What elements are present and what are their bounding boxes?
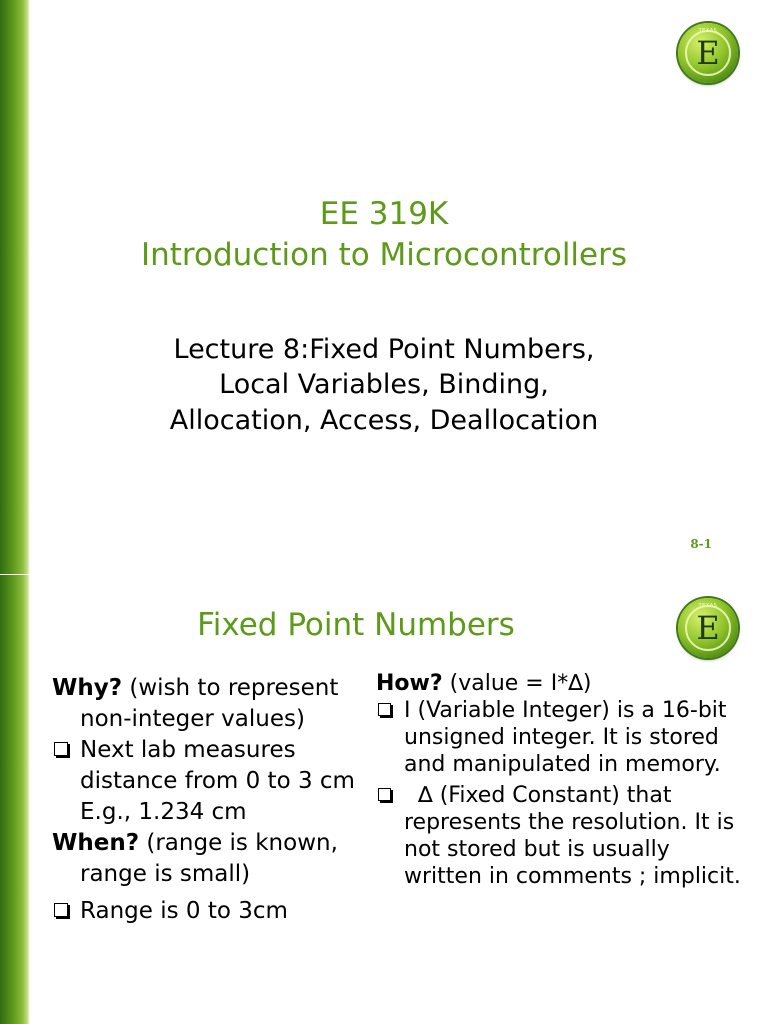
course-number: EE 319K — [319, 196, 449, 232]
logo-letter: E — [696, 34, 720, 72]
how-text: (value = I*∆) — [442, 671, 592, 696]
list-item — [52, 896, 367, 927]
lecture-subtitle-line-1: Lecture 8:Fixed Point Numbers, — [173, 334, 595, 365]
when-label: When? — [52, 830, 140, 856]
bullet-example: E.g., 1.234 cm — [80, 799, 247, 825]
why-text: (wish to represent non-integer values) — [80, 675, 339, 732]
when-paragraph — [52, 828, 367, 890]
how-label: How? — [376, 671, 443, 696]
slide-title: Fixed Point Numbers — [197, 607, 515, 643]
bullet-text: Next lab measures distance from 0 to 3 cm — [80, 737, 355, 794]
checkbox-bullet-icon — [378, 703, 391, 716]
checkbox-bullet-icon — [378, 788, 391, 801]
lecture-subtitle-line-2: Local Variables, Binding, — [219, 369, 549, 400]
bullet-text — [404, 782, 746, 890]
bullet-body: (Fixed Constant) that represents the resolution. It is not stored but is usually written in comments ; implicit. — [404, 783, 741, 889]
when-text: (range is known, range is small) — [80, 830, 338, 887]
why-label: Why? — [52, 675, 123, 701]
page-number: 8-1 — [690, 537, 712, 551]
list-item — [376, 782, 746, 890]
green-side-bar — [0, 575, 30, 1024]
delta-symbol: ∆ — [418, 783, 433, 808]
checkbox-bullet-icon — [54, 742, 68, 756]
logo-letter: E — [696, 609, 720, 647]
how-paragraph — [376, 670, 746, 697]
logo-text: TEXAS — [698, 28, 718, 34]
bullet-text: I (Variable Integer) is a 16-bit unsigned integer. It is stored and manipulated in memory. — [404, 698, 727, 777]
right-column — [376, 670, 746, 890]
checkbox-bullet-icon — [54, 903, 68, 917]
lecture-subtitle-line-3: Allocation, Access, Deallocation — [169, 405, 599, 436]
green-side-bar — [0, 0, 30, 575]
why-paragraph — [52, 673, 367, 735]
list-item — [376, 697, 746, 778]
course-title: Introduction to Microcontrollers — [140, 237, 628, 273]
bullet-text: Range is 0 to 3cm — [80, 898, 288, 924]
left-column — [52, 673, 367, 927]
list-item — [52, 735, 367, 828]
texas-e-logo-icon — [678, 598, 738, 658]
texas-e-logo-icon — [678, 23, 738, 83]
logo-text: TEXAS — [698, 603, 718, 609]
